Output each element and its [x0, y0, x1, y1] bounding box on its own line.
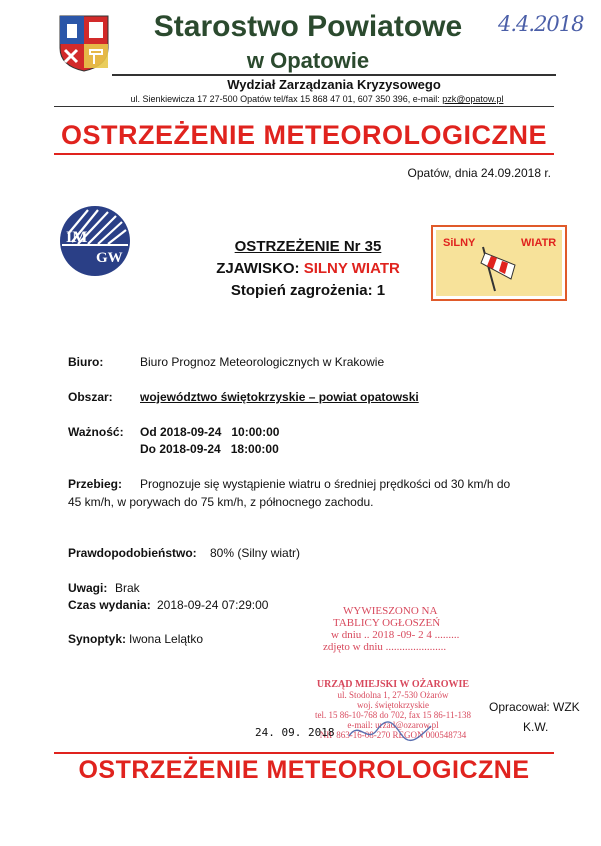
biuro-value: Biuro Prognoz Meteorologicznych w Krakowie — [140, 355, 385, 369]
posted-stamp-line1: WYWIESZONO NA — [343, 605, 438, 617]
obszar-label: Obszar: — [68, 390, 113, 404]
sign-word-right: WIATR — [521, 237, 557, 249]
issue-time-label: Czas wydania: — [68, 598, 151, 612]
posted-stamp-line3: w dniu .. 2018 -09- 2 4 ......... — [331, 629, 460, 641]
uwagi-label: Uwagi: — [68, 581, 108, 595]
office-name: Starostwo Powiatowe — [153, 10, 463, 43]
office-stamp-line5: e-mail: urzad@ozarow.pl — [347, 720, 439, 730]
warning-title-block — [208, 236, 408, 302]
synoptyk-label: Synoptyk: — [68, 632, 127, 646]
banner-rule-bottom — [54, 752, 554, 754]
issue-time-value: 2018-09-24 07:29:00 — [157, 598, 269, 612]
przebieg-line2: 45 km/h, w porywach do 75 km/h, z północnego zachodu. — [68, 495, 374, 509]
office-stamp-line6: NIP 863-16-08-270 REGON 000548734 — [319, 730, 467, 740]
signature-icon — [345, 716, 435, 746]
header-rule — [112, 74, 556, 76]
stamp-date: 24. 09. 2018 — [255, 726, 335, 739]
office-address — [62, 94, 572, 104]
imgw-logo-top: IM — [66, 229, 88, 246]
probability-label: Prawdopodobieństwo: — [68, 546, 197, 560]
office-stamp-line1: URZĄD MIEJSKI W OŻAROWIE — [316, 679, 470, 690]
probability-value: 80% (Silny wiatr) — [210, 546, 301, 560]
imgw-logo — [58, 204, 132, 278]
office-location: w Opatowie — [246, 48, 370, 73]
address-rule — [54, 106, 554, 107]
office-stamp-line3: woj. świętokrzyskie — [357, 700, 429, 710]
banner-rule-top — [54, 153, 554, 155]
threat-degree: Stopień zagrożenia: 1 — [230, 282, 386, 299]
imgw-logo-bottom: GW — [96, 250, 123, 266]
sign-word-left: SiLNY — [443, 237, 476, 249]
posted-stamp-line2: TABLICY OGŁOSZEŃ — [333, 617, 441, 629]
warning-number: OSTRZEŻENIE Nr 35 — [234, 238, 382, 255]
phenomenon-line — [208, 258, 408, 280]
banner-title-bottom: OSTRZEŻENIE METEOROLOGICZNE — [78, 756, 530, 784]
biuro-label: Biuro: — [68, 355, 104, 369]
synoptyk-value: Iwona Lelątko — [129, 632, 204, 646]
place-date: Opatów, dnia 24.09.2018 r. — [407, 166, 551, 180]
phenomenon-value: SILNY WIATR — [303, 260, 400, 277]
phenomenon-label: ZJAWISKO: — [216, 260, 300, 277]
email-link[interactable]: pzk@opatow.pl — [442, 94, 504, 104]
posted-stamp — [313, 605, 473, 653]
office-stamp-line4: tel. 15 86-10-768 do 702, fax 15 86-11-138 — [315, 710, 471, 720]
handwritten-date: 4.4.2018 — [498, 12, 584, 36]
waznosc-to: Do 2018-09-24 18:00:00 — [140, 442, 279, 456]
prepared-by: Opracował: WZK — [489, 700, 580, 714]
uwagi-value: Brak — [115, 581, 140, 595]
waznosc-from: Od 2018-09-24 10:00:00 — [140, 425, 280, 439]
prepared-initials: K.W. — [523, 720, 549, 734]
imgw-logo-icon — [58, 204, 132, 278]
office-stamp-line2: ul. Stodolna 1, 27-530 Ożarów — [337, 690, 449, 700]
waznosc-label: Ważność: — [68, 425, 124, 439]
posted-stamp-line4: zdjęto w dniu ...................... — [323, 641, 447, 653]
strong-wind-sign — [431, 225, 567, 301]
przebieg-line1: Prognozuje się wystąpienie wiatru o średniej prędkości od 30 km/h do — [140, 477, 511, 491]
coat-of-arms-icon — [58, 14, 110, 72]
przebieg-label: Przebieg: — [68, 477, 123, 491]
obszar-value: województwo świętokrzyskie – powiat opatowski — [140, 390, 419, 404]
address-text: ul. Sienkiewicza 17 27-500 Opatów tel/fax 15 868 47 01, 607 350 396, e-mail: — [130, 94, 440, 104]
department-name: Wydział Zarządzania Kryzysowego — [227, 77, 441, 92]
banner-title-top: OSTRZEŻENIE METEOROLOGICZNE — [60, 120, 547, 150]
